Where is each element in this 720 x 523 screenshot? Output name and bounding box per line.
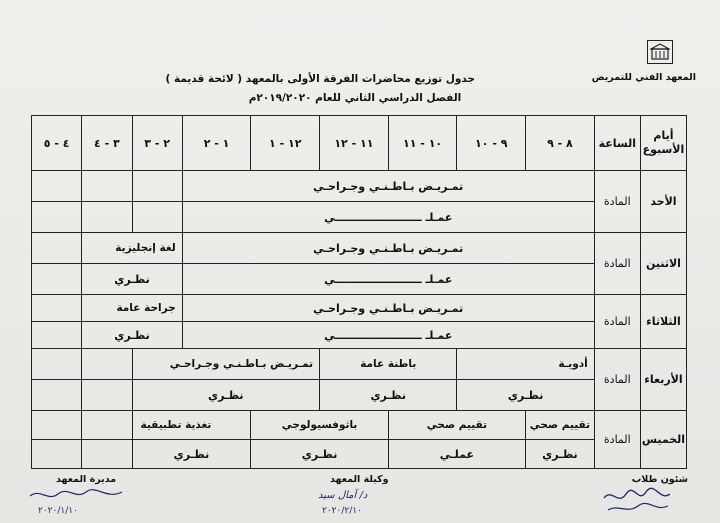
session-type-cell: نظـري — [82, 322, 182, 349]
page-subtitle: الفصل الدراسي الثاني للعام ٢٠١٩/٢٠٢٠م — [248, 92, 462, 104]
sunday-course-row — [32, 171, 687, 202]
course-cell: تمـريـض بـاطـنـي وجـراحـي — [132, 349, 320, 380]
slot-header: ٣ - ٤ — [82, 116, 132, 171]
institute-logo-icon — [647, 40, 673, 64]
slot-header: ٨ - ٩ — [526, 116, 595, 171]
director-label: مديرة المعهد — [56, 474, 117, 485]
slot-header: ١٢ - ١ — [251, 116, 320, 171]
subject-label: المادة — [594, 295, 640, 349]
session-type-cell: نظـري — [320, 380, 457, 411]
session-type-cell: عمـلـ ـــــــــــــــــــــــي — [182, 202, 594, 233]
course-cell: أدويـة — [457, 349, 594, 380]
vice-dean-label: وكيلة المعهد — [330, 474, 389, 485]
vice-dean-date: ٢٠٢٠/٢/١٠ — [322, 506, 362, 516]
course-cell: جراحة عامة — [82, 295, 182, 322]
day-tuesday: الثلاثاء — [640, 295, 686, 349]
course-cell: تقييم صحي — [526, 411, 595, 440]
director-date: ٢٠٢٠/١/١٠ — [38, 506, 78, 516]
slot-header: ١٠ - ١١ — [388, 116, 457, 171]
session-type-cell: نظـري — [82, 264, 182, 295]
subject-label: المادة — [594, 411, 640, 469]
page-title: جدول توزيع محاضرات الفرقة الأولى بالمعهد ( لائحة قديمة ) — [165, 73, 475, 85]
slot-header: ٩ - ١٠ — [457, 116, 526, 171]
director-signature-icon — [26, 486, 126, 504]
session-type-cell: نظـري — [251, 440, 388, 469]
session-type-cell: نظـري — [457, 380, 594, 411]
monday-type-row — [32, 264, 687, 295]
session-type-cell: نظـري — [132, 380, 320, 411]
session-type-cell: نظـري — [526, 440, 595, 469]
sunday-type-row — [32, 202, 687, 233]
session-type-cell: عمـلـ ـــــــــــــــــــــــي — [182, 322, 594, 349]
course-cell: تقييم صحي — [388, 411, 525, 440]
slot-header: ٤ - ٥ — [32, 116, 82, 171]
course-cell: لغة إنجليزية — [82, 233, 182, 264]
subject-label: المادة — [594, 171, 640, 233]
days-corner-cell: أيام الأسبوع — [640, 116, 686, 171]
slot-header: ٢ - ٣ — [132, 116, 182, 171]
students-affairs-label: شئون طلاب — [631, 474, 688, 485]
subject-label: المادة — [594, 349, 640, 411]
course-cell: تغذية تطبيقية — [132, 411, 251, 440]
monday-course-row — [32, 233, 687, 264]
course-cell: تمـريـض بـاطـنـي وجـراحـي — [182, 171, 594, 202]
thursday-course-row — [32, 411, 687, 440]
slot-header: ١ - ٢ — [182, 116, 251, 171]
session-type-cell: نظـري — [132, 440, 251, 469]
students-affairs-signature-icon — [598, 486, 678, 516]
institute-name: المعهد الفني للتمريض — [591, 72, 696, 83]
vice-dean-handwriting: د/ آمال سيد — [318, 490, 368, 501]
schedule-table — [31, 115, 687, 469]
day-thursday: الخميس — [640, 411, 686, 469]
course-cell: تمـريـض بـاطـنـي وجـراحـي — [182, 233, 594, 264]
day-sunday: الأحد — [640, 171, 686, 233]
wednesday-course-row — [32, 349, 687, 380]
hour-label: الساعة — [594, 116, 640, 171]
thursday-type-row — [32, 440, 687, 469]
slot-header: ١١ - ١٢ — [320, 116, 389, 171]
session-type-cell: عملـي — [388, 440, 525, 469]
tuesday-course-row — [32, 295, 687, 322]
day-wednesday: الأربعاء — [640, 349, 686, 411]
wednesday-type-row — [32, 380, 687, 411]
course-cell: تمـريـض بـاطـنـي وجـراحـي — [182, 295, 594, 322]
header-row — [32, 116, 687, 171]
tuesday-type-row — [32, 322, 687, 349]
day-monday: الاثنين — [640, 233, 686, 295]
course-cell: باطنة عامة — [320, 349, 457, 380]
subject-label: المادة — [594, 233, 640, 295]
session-type-cell: عمـلـ ـــــــــــــــــــــــي — [182, 264, 594, 295]
course-cell: باثوفسيولوجي — [251, 411, 388, 440]
